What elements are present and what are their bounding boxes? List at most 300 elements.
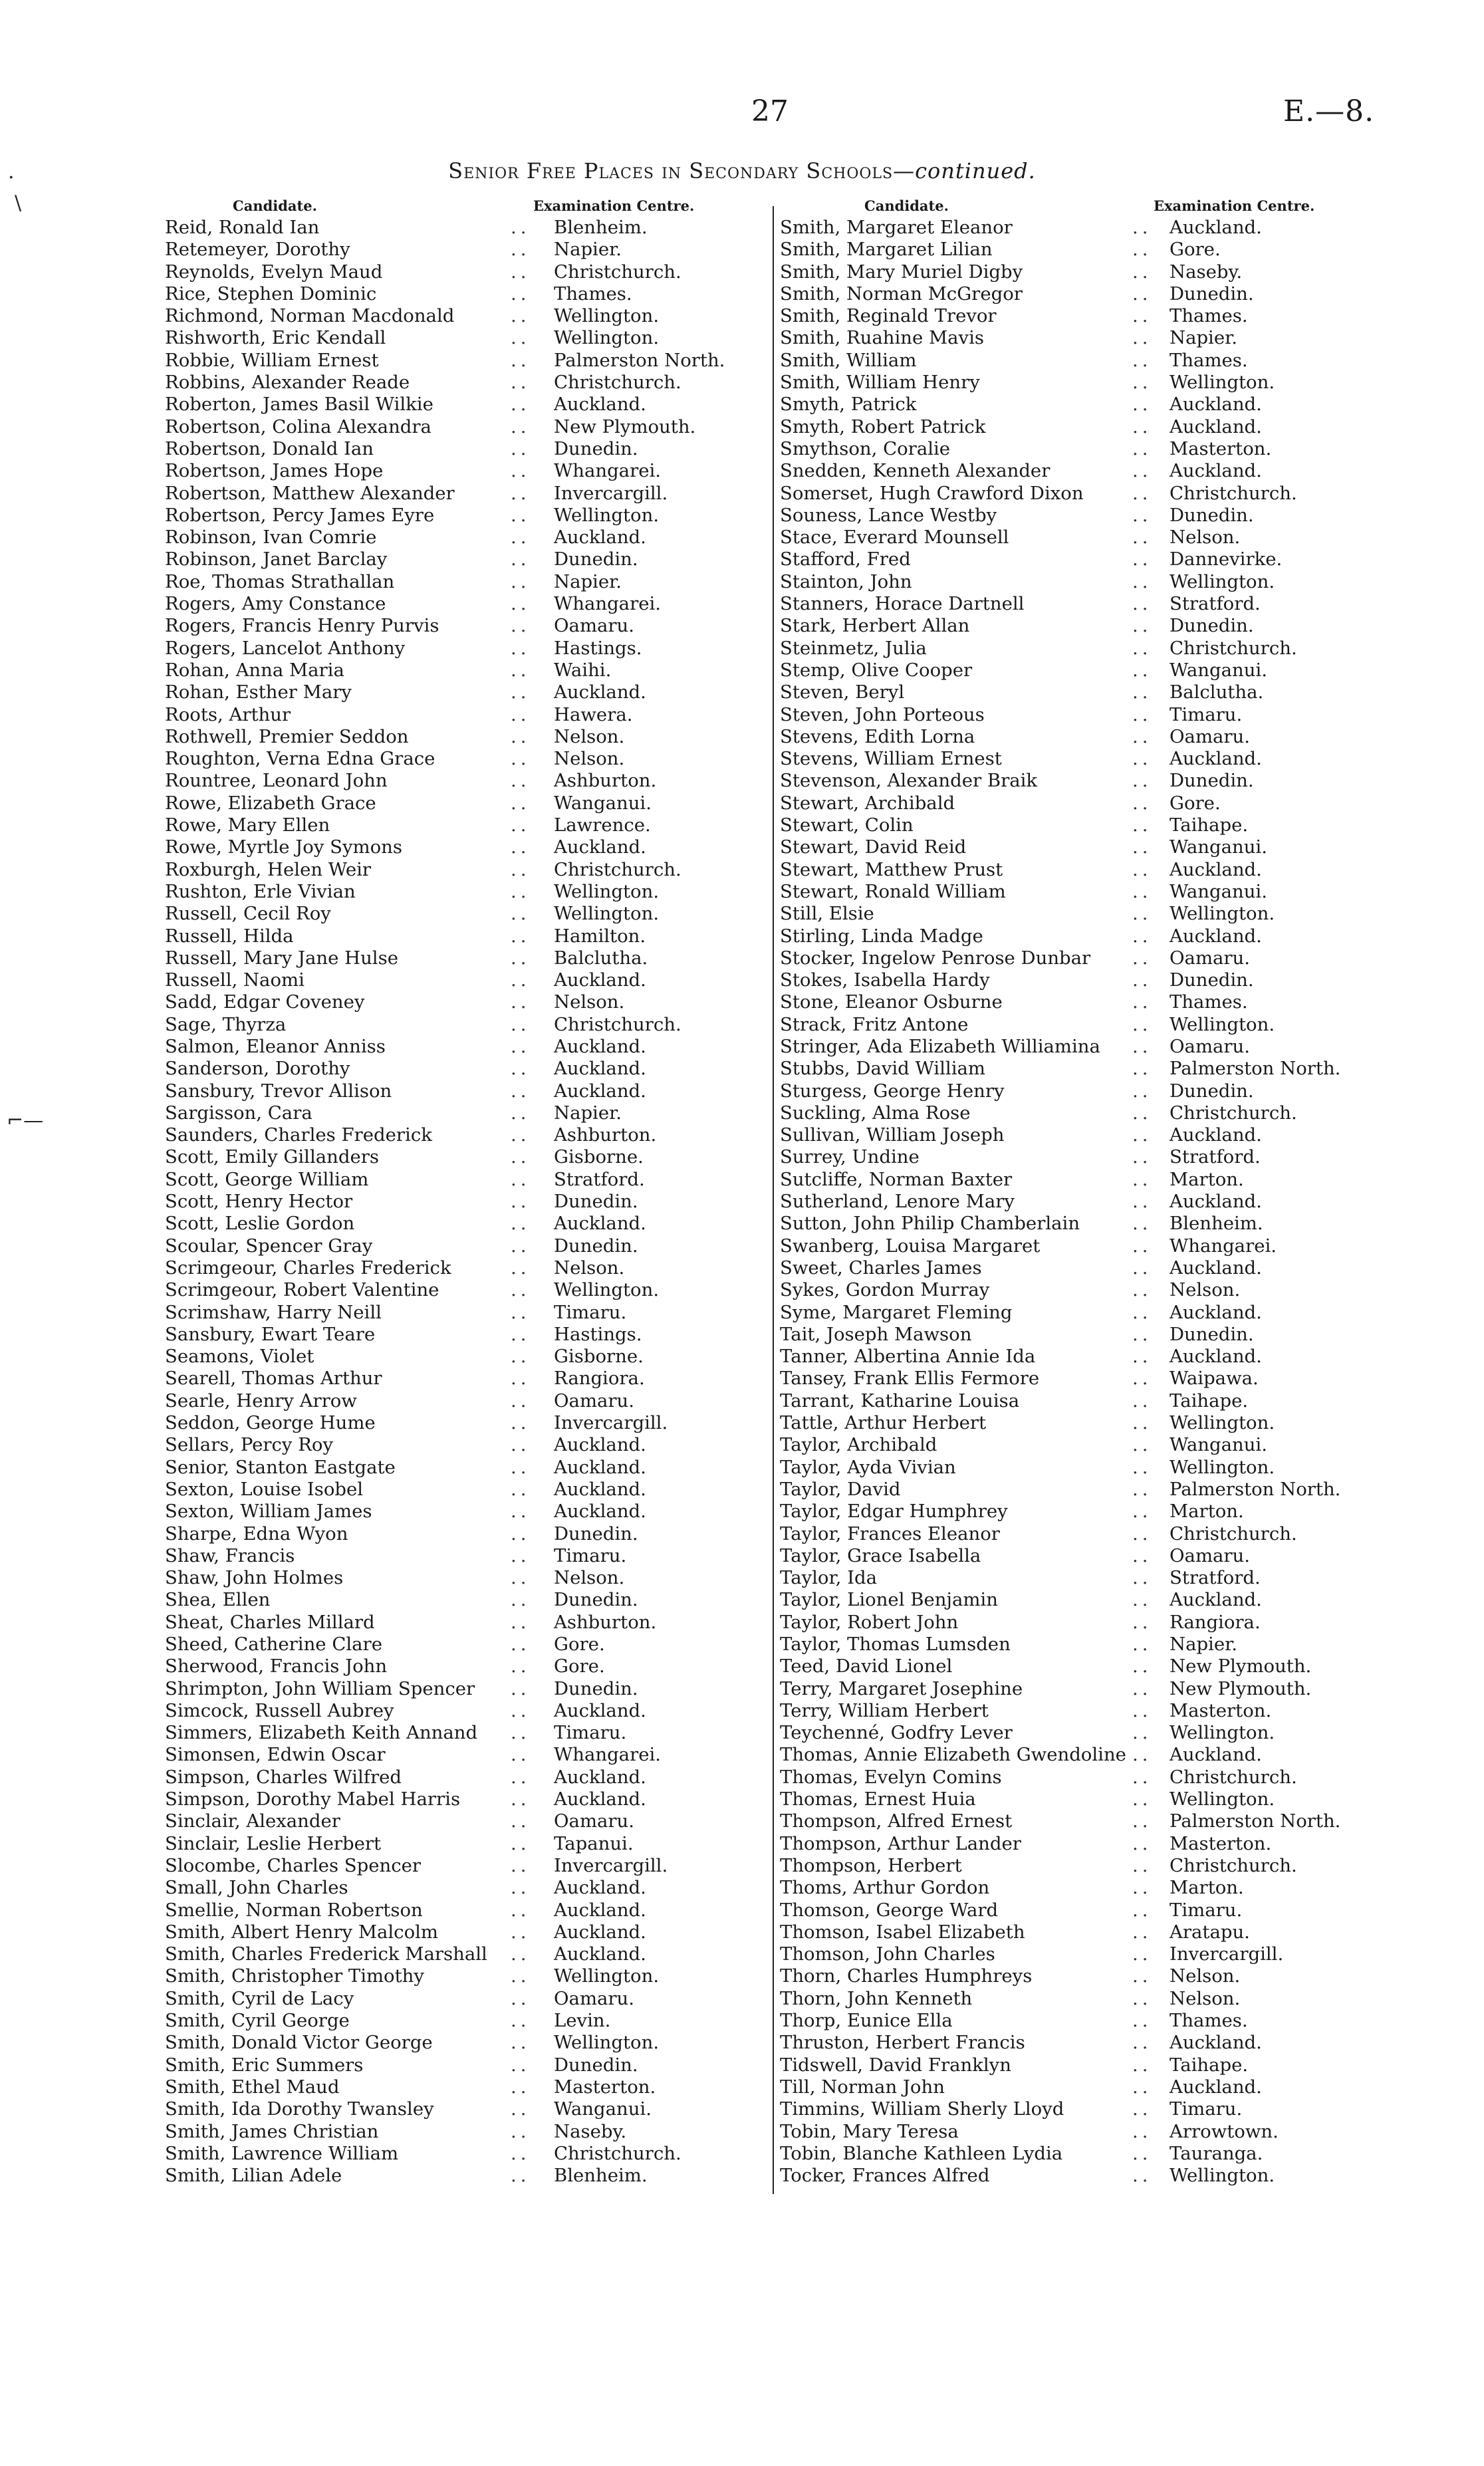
examination-centre: Whangarei. xyxy=(554,1744,662,1766)
list-item xyxy=(165,991,750,1013)
candidate-name: Scott, Henry Hector xyxy=(165,1191,353,1213)
list-item xyxy=(780,1833,1378,1855)
candidate-name: Stubbs, David William xyxy=(780,1058,985,1080)
leader-dots: .. xyxy=(1132,1611,1152,1633)
examination-centre: Nelson. xyxy=(1170,1279,1241,1301)
candidate-name: Smythson, Coralie xyxy=(780,437,951,459)
candidate-name: Simonsen, Edwin Oscar xyxy=(165,1744,386,1766)
examination-centre: Christchurch. xyxy=(1170,1854,1297,1876)
list-item xyxy=(780,681,1378,703)
list-item xyxy=(780,1169,1378,1191)
examination-centre: Auckland. xyxy=(1170,460,1262,482)
leader-dots: .. xyxy=(1132,836,1152,858)
examination-centre: Stratford. xyxy=(1170,1567,1261,1589)
list-item xyxy=(780,1700,1378,1722)
list-item xyxy=(165,1788,750,1810)
candidate-name: Smith, Mary Muriel Digby xyxy=(780,261,1023,283)
leader-dots: .. xyxy=(511,1634,531,1655)
examination-centre: Auckland. xyxy=(554,1766,646,1788)
list-item xyxy=(780,460,1378,482)
examination-centre: Christchurch. xyxy=(554,2142,681,2164)
leader-dots: .. xyxy=(1132,1346,1152,1368)
list-item xyxy=(780,2032,1378,2054)
examination-centre: Nelson. xyxy=(1170,527,1241,549)
leader-dots: .. xyxy=(511,1146,531,1168)
candidate-name: Simpson, Charles Wilfred xyxy=(165,1766,402,1788)
candidate-name: Tobin, Blanche Kathleen Lydia xyxy=(780,2142,1063,2164)
leader-dots: .. xyxy=(511,1080,531,1102)
list-item xyxy=(165,1346,750,1368)
candidate-name: Sutcliffe, Norman Baxter xyxy=(780,1168,1013,1190)
leader-dots: .. xyxy=(1132,770,1152,792)
examination-centre: Auckland. xyxy=(554,527,646,549)
list-item xyxy=(780,1589,1378,1611)
leader-dots: .. xyxy=(511,2120,531,2142)
examination-centre: Wanganui. xyxy=(1170,836,1267,858)
leader-dots: .. xyxy=(1132,1102,1152,1124)
list-item xyxy=(165,1191,750,1213)
page-number: 27 xyxy=(751,94,789,128)
candidate-name: Thompson, Alfred Ernest xyxy=(780,1810,1013,1832)
list-item xyxy=(780,1257,1378,1279)
examination-centre: Thames. xyxy=(1170,991,1248,1013)
candidate-name: Tocker, Frances Alfred xyxy=(780,2165,990,2187)
leader-dots: .. xyxy=(511,1390,531,1412)
examination-centre: Marton. xyxy=(1170,1877,1244,1899)
examination-centre: Palmerston North. xyxy=(1170,1810,1341,1832)
leader-dots: .. xyxy=(511,681,531,703)
examination-centre: Auckland. xyxy=(554,1943,646,1965)
examination-centre: Tauranga. xyxy=(1170,2142,1263,2164)
candidate-name: Sullivan, William Joseph xyxy=(780,1124,1005,1146)
candidate-name: Smith, Christopher Timothy xyxy=(165,1965,424,1987)
leader-dots: .. xyxy=(1132,283,1152,305)
candidate-name: Shrimpton, John William Spencer xyxy=(165,1677,475,1699)
candidate-name: Thomas, Ernest Huia xyxy=(780,1788,976,1810)
list-item xyxy=(780,1744,1378,1766)
list-item xyxy=(165,638,750,660)
list-item xyxy=(780,1722,1378,1744)
list-item xyxy=(165,1810,750,1832)
list-item xyxy=(780,1014,1378,1036)
list-item xyxy=(780,1788,1378,1810)
leader-dots: .. xyxy=(1132,903,1152,925)
candidate-name: Smith, Ruahine Mavis xyxy=(780,327,984,349)
list-item xyxy=(780,1390,1378,1412)
examination-centre: Wellington. xyxy=(1170,1456,1275,1478)
list-item xyxy=(165,1678,750,1700)
examination-centre: Waipawa. xyxy=(1170,1368,1259,1390)
examination-centre: Auckland. xyxy=(1170,1301,1262,1323)
candidate-name: Roughton, Verna Edna Grace xyxy=(165,748,435,770)
list-item xyxy=(165,239,750,261)
candidate-name: Steinmetz, Julia xyxy=(780,637,927,659)
leader-dots: .. xyxy=(1132,1257,1152,1279)
examination-centre: Wellington. xyxy=(554,880,660,902)
examination-centre: Auckland. xyxy=(1170,1257,1262,1279)
candidate-name: Smith, Charles Frederick Marshall xyxy=(165,1943,487,1965)
candidate-name: Sutton, John Philip Chamberlain xyxy=(780,1213,1080,1235)
candidate-name: Rothwell, Premier Seddon xyxy=(165,725,409,747)
candidate-name: Stewart, Colin xyxy=(780,814,914,836)
list-item xyxy=(780,660,1378,681)
candidate-name: Swanberg, Louisa Margaret xyxy=(780,1235,1041,1257)
candidate-name: Thorn, Charles Humphreys xyxy=(780,1965,1033,1987)
examination-centre: Oamaru. xyxy=(554,615,635,637)
candidate-name: Thompson, Herbert xyxy=(780,1854,962,1876)
examination-centre: Auckland. xyxy=(554,1699,646,1721)
list-item xyxy=(165,527,750,549)
candidate-name: Stace, Everard Mounsell xyxy=(780,527,1009,549)
examination-centre: Ashburton. xyxy=(554,1124,657,1146)
candidate-name: Sellars, Percy Roy xyxy=(165,1434,334,1456)
examination-centre: Taihape. xyxy=(1170,814,1249,836)
examination-centre: Palmerston North. xyxy=(1170,1478,1341,1500)
list-item xyxy=(165,1279,750,1301)
examination-centre: Balclutha. xyxy=(1170,681,1264,703)
leader-dots: .. xyxy=(1132,1788,1152,1810)
list-item xyxy=(165,394,750,416)
leader-dots: .. xyxy=(511,460,531,482)
candidate-name: Taylor, Archibald xyxy=(780,1434,937,1456)
leader-dots: .. xyxy=(511,1611,531,1633)
leader-dots: .. xyxy=(511,637,531,659)
margin-mark: ⌐— xyxy=(7,1109,44,1132)
leader-dots: .. xyxy=(511,2165,531,2187)
list-item xyxy=(165,1833,750,1855)
examination-centre: Auckland. xyxy=(554,1213,646,1235)
candidate-name: Smith, Donald Victor George xyxy=(165,2032,433,2054)
candidate-name: Robertson, Percy James Eyre xyxy=(165,504,435,526)
leader-dots: .. xyxy=(511,947,531,969)
examination-centre: Masterton. xyxy=(1170,1832,1272,1854)
examination-centre: Hawera. xyxy=(554,703,633,725)
leader-dots: .. xyxy=(1132,1456,1152,1478)
candidate-name: Russell, Cecil Roy xyxy=(165,903,331,925)
list-item xyxy=(780,2054,1378,2076)
list-item xyxy=(165,2032,750,2054)
leader-dots: .. xyxy=(511,1323,531,1345)
candidate-name: Shaw, John Holmes xyxy=(165,1567,344,1589)
examination-centre: Gisborne. xyxy=(554,1346,644,1368)
leader-dots: .. xyxy=(511,836,531,858)
examination-centre: Gore. xyxy=(1170,792,1221,814)
leader-dots: .. xyxy=(1132,1965,1152,1987)
candidate-name: Smith, Reginald Trevor xyxy=(780,305,997,327)
candidate-name: Tanner, Albertina Annie Ida xyxy=(780,1346,1036,1368)
examination-centre: Dunedin. xyxy=(1170,969,1254,991)
examination-centre: Timaru. xyxy=(554,1722,627,1744)
list-item xyxy=(780,483,1378,505)
leader-dots: .. xyxy=(1132,2098,1152,2120)
list-item xyxy=(780,1191,1378,1213)
list-item xyxy=(165,261,750,283)
leader-dots: .. xyxy=(511,1523,531,1544)
candidate-name: Taylor, Thomas Lumsden xyxy=(780,1634,1011,1655)
examination-centre: Blenheim. xyxy=(554,2165,648,2187)
candidate-name: Snedden, Kenneth Alexander xyxy=(780,460,1051,482)
candidate-name: Saunders, Charles Frederick xyxy=(165,1124,432,1146)
leader-dots: .. xyxy=(1132,703,1152,725)
examination-centre: Dunedin. xyxy=(1170,1323,1254,1345)
leader-dots: .. xyxy=(511,1346,531,1368)
candidate-name: Rogers, Lancelot Anthony xyxy=(165,637,406,659)
examination-centre: Auckland. xyxy=(554,1058,646,1080)
list-item xyxy=(165,814,750,836)
leader-dots: .. xyxy=(1132,1677,1152,1699)
list-item xyxy=(780,2076,1378,2098)
list-item xyxy=(780,2098,1378,2120)
leader-dots: .. xyxy=(1132,1567,1152,1589)
candidate-name: Scrimshaw, Harry Neill xyxy=(165,1301,382,1323)
candidate-name: Scott, George William xyxy=(165,1168,369,1190)
leader-dots: .. xyxy=(511,1235,531,1257)
examination-centre: Wellington. xyxy=(554,504,660,526)
examination-centre: Rangiora. xyxy=(554,1368,645,1390)
examination-centre: Auckland. xyxy=(554,1788,646,1810)
leader-dots: .. xyxy=(511,748,531,770)
leader-dots: .. xyxy=(511,549,531,570)
list-item xyxy=(780,1678,1378,1700)
candidate-name: Stone, Eleanor Osburne xyxy=(780,991,1003,1013)
leader-dots: .. xyxy=(511,2098,531,2120)
leader-dots: .. xyxy=(1132,1987,1152,2009)
leader-dots: .. xyxy=(511,969,531,991)
list-item xyxy=(780,903,1378,925)
candidate-name: Robertson, Donald Ian xyxy=(165,437,374,459)
examination-centre: Dunedin. xyxy=(1170,504,1254,526)
examination-centre: Christchurch. xyxy=(1170,637,1297,659)
examination-centre: Masterton. xyxy=(554,2076,656,2098)
examination-centre: Masterton. xyxy=(1170,437,1272,459)
list-item xyxy=(165,770,750,792)
list-item xyxy=(165,1656,750,1677)
list-item xyxy=(165,1390,750,1412)
candidate-name: Simcock, Russell Aubrey xyxy=(165,1699,394,1721)
list-item xyxy=(780,1279,1378,1301)
list-item xyxy=(780,505,1378,527)
list-item xyxy=(780,1479,1378,1501)
leader-dots: .. xyxy=(511,1943,531,1965)
candidate-name: Robinson, Janet Barclay xyxy=(165,549,388,570)
leader-dots: .. xyxy=(1132,416,1152,437)
list-item xyxy=(780,1900,1378,1921)
list-item xyxy=(165,947,750,969)
leader-dots: .. xyxy=(1132,2010,1152,2032)
candidate-name: Thomson, Isabel Elizabeth xyxy=(780,1921,1025,1943)
leader-dots: .. xyxy=(1132,947,1152,969)
examination-centre: Blenheim. xyxy=(1170,1213,1263,1235)
examination-centre: Wellington. xyxy=(1170,2165,1275,2187)
examination-centre: Marton. xyxy=(1170,1501,1244,1523)
candidate-name: Somerset, Hugh Crawford Dixon xyxy=(780,482,1084,504)
leader-dots: .. xyxy=(511,615,531,637)
list-item xyxy=(780,593,1378,615)
leader-dots: .. xyxy=(1132,1235,1152,1257)
examination-centre: Nelson. xyxy=(1170,1987,1241,2009)
leader-dots: .. xyxy=(511,1722,531,1744)
leader-dots: .. xyxy=(1132,1544,1152,1566)
leader-dots: .. xyxy=(1132,460,1152,482)
list-item xyxy=(780,1921,1378,1943)
list-item xyxy=(165,969,750,991)
list-item xyxy=(165,1324,750,1346)
list-item xyxy=(780,1080,1378,1102)
leader-dots: .. xyxy=(511,437,531,459)
examination-centre: Waihi. xyxy=(554,659,612,681)
examination-centre: Christchurch. xyxy=(554,1013,681,1035)
list-item xyxy=(165,1213,750,1235)
leader-dots: .. xyxy=(511,1213,531,1235)
list-item xyxy=(165,1855,750,1877)
leader-dots: .. xyxy=(1132,1434,1152,1456)
right-centre-header: Examination Centre. xyxy=(1154,197,1315,214)
candidate-name: Scott, Emily Gillanders xyxy=(165,1146,379,1168)
leader-dots: .. xyxy=(511,792,531,814)
candidate-name: Stafford, Fred xyxy=(780,549,911,570)
examination-centre: Christchurch. xyxy=(554,372,681,394)
list-item xyxy=(780,327,1378,349)
leader-dots: .. xyxy=(1132,1080,1152,1102)
leader-dots: .. xyxy=(511,1257,531,1279)
candidate-name: Thompson, Arthur Lander xyxy=(780,1832,1021,1854)
list-item xyxy=(780,793,1378,814)
list-item xyxy=(165,1169,750,1191)
list-item xyxy=(165,1877,750,1899)
leader-dots: .. xyxy=(511,925,531,947)
list-item xyxy=(165,1434,750,1456)
candidate-name: Scoular, Spencer Gray xyxy=(165,1235,373,1257)
leader-dots: .. xyxy=(1132,504,1152,526)
leader-dots: .. xyxy=(511,1168,531,1190)
leader-dots: .. xyxy=(1132,991,1152,1013)
leader-dots: .. xyxy=(511,416,531,437)
candidate-name: Taylor, Lionel Benjamin xyxy=(780,1589,998,1611)
list-item xyxy=(780,1457,1378,1479)
column-divider xyxy=(773,206,774,2194)
leader-dots: .. xyxy=(511,991,531,1013)
leader-dots: .. xyxy=(511,1567,531,1589)
examination-centre: Wellington. xyxy=(1170,1788,1275,1810)
examination-centre: Auckland. xyxy=(1170,2032,1262,2054)
leader-dots: .. xyxy=(511,1035,531,1057)
list-item xyxy=(165,1235,750,1257)
examination-centre: Timaru. xyxy=(1170,2098,1243,2120)
leader-dots: .. xyxy=(511,1656,531,1677)
leader-dots: .. xyxy=(1132,1213,1152,1235)
candidate-name: Sadd, Edgar Coveney xyxy=(165,991,365,1013)
list-item xyxy=(165,350,750,372)
examination-centre: Dunedin. xyxy=(554,437,638,459)
examination-centre: Nelson. xyxy=(554,725,625,747)
candidate-name: Reid, Ronald Ian xyxy=(165,217,320,238)
candidate-name: Sage, Thyrza xyxy=(165,1013,287,1035)
leader-dots: .. xyxy=(1132,659,1152,681)
examination-centre: Invercargill. xyxy=(554,482,668,504)
list-item xyxy=(780,1634,1378,1656)
candidate-name: Scrimgeour, Charles Frederick xyxy=(165,1257,451,1279)
list-item xyxy=(780,770,1378,792)
examination-centre: Napier. xyxy=(1170,327,1237,349)
list-item xyxy=(780,527,1378,549)
candidate-name: Strack, Fritz Antone xyxy=(780,1013,969,1035)
right-candidate-list xyxy=(780,217,1378,2187)
examination-centre: Invercargill. xyxy=(554,1854,668,1876)
list-item xyxy=(780,438,1378,460)
candidate-name: Thorp, Eunice Ella xyxy=(780,2010,953,2032)
leader-dots: .. xyxy=(1132,1191,1152,1213)
leader-dots: .. xyxy=(511,858,531,880)
list-item xyxy=(165,1412,750,1434)
examination-centre: Gisborne. xyxy=(554,1146,644,1168)
examination-centre: Aratapu. xyxy=(1170,1921,1250,1943)
examination-centre: Auckland. xyxy=(554,1921,646,1943)
candidate-name: Tait, Joseph Mawson xyxy=(780,1323,972,1345)
examination-centre: Auckland. xyxy=(554,1877,646,1899)
examination-centre: Christchurch. xyxy=(554,261,681,283)
leader-dots: .. xyxy=(1132,1478,1152,1500)
candidate-name: Terry, William Herbert xyxy=(780,1699,989,1721)
examination-centre: Auckland. xyxy=(1170,1744,1262,1766)
candidate-name: Sexton, Louise Isobel xyxy=(165,1478,364,1500)
candidate-name: Sheat, Charles Millard xyxy=(165,1611,375,1633)
leader-dots: .. xyxy=(511,1899,531,1921)
examination-centre: Auckland. xyxy=(1170,1589,1262,1611)
leader-dots: .. xyxy=(511,2054,531,2076)
leader-dots: .. xyxy=(1132,1744,1152,1766)
list-item xyxy=(780,2121,1378,2143)
examination-centre: Thames. xyxy=(554,283,632,305)
examination-centre: Naseby. xyxy=(1170,261,1243,283)
list-item xyxy=(165,416,750,438)
examination-centre: Taihape. xyxy=(1170,1390,1249,1412)
candidate-name: Teychenné, Godfry Lever xyxy=(780,1722,1013,1744)
leader-dots: .. xyxy=(1132,593,1152,615)
list-item xyxy=(780,991,1378,1013)
leader-dots: .. xyxy=(1132,2165,1152,2187)
leader-dots: .. xyxy=(1132,681,1152,703)
leader-dots: .. xyxy=(511,217,531,238)
leader-dots: .. xyxy=(511,504,531,526)
leader-dots: .. xyxy=(1132,1501,1152,1523)
candidate-name: Searle, Henry Arrow xyxy=(165,1390,357,1412)
leader-dots: .. xyxy=(1132,792,1152,814)
examination-centre: Naseby. xyxy=(554,2120,627,2142)
list-item xyxy=(165,1567,750,1589)
left-candidate-header: Candidate. xyxy=(233,197,317,214)
list-item xyxy=(780,283,1378,305)
list-item xyxy=(780,1567,1378,1589)
candidate-name: Tarrant, Katharine Louisa xyxy=(780,1390,1020,1412)
leader-dots: .. xyxy=(511,1412,531,1434)
examination-centre: Wanganui. xyxy=(1170,659,1267,681)
examination-centre: Nelson. xyxy=(554,748,625,770)
examination-centre: Auckland. xyxy=(554,1456,646,1478)
list-item xyxy=(780,217,1378,239)
examination-centre: Thames. xyxy=(1170,2010,1248,2032)
list-item xyxy=(165,1302,750,1324)
candidate-name: Taylor, Ida xyxy=(780,1567,877,1589)
list-item xyxy=(780,925,1378,947)
examination-centre: Tapanui. xyxy=(554,1832,634,1854)
left-candidate-list xyxy=(165,217,750,2187)
list-item xyxy=(165,1124,750,1146)
list-item xyxy=(165,217,750,239)
leader-dots: .. xyxy=(511,1788,531,1810)
leader-dots: .. xyxy=(1132,305,1152,327)
leader-dots: .. xyxy=(1132,1943,1152,1965)
examination-centre: Napier. xyxy=(1170,1634,1237,1655)
